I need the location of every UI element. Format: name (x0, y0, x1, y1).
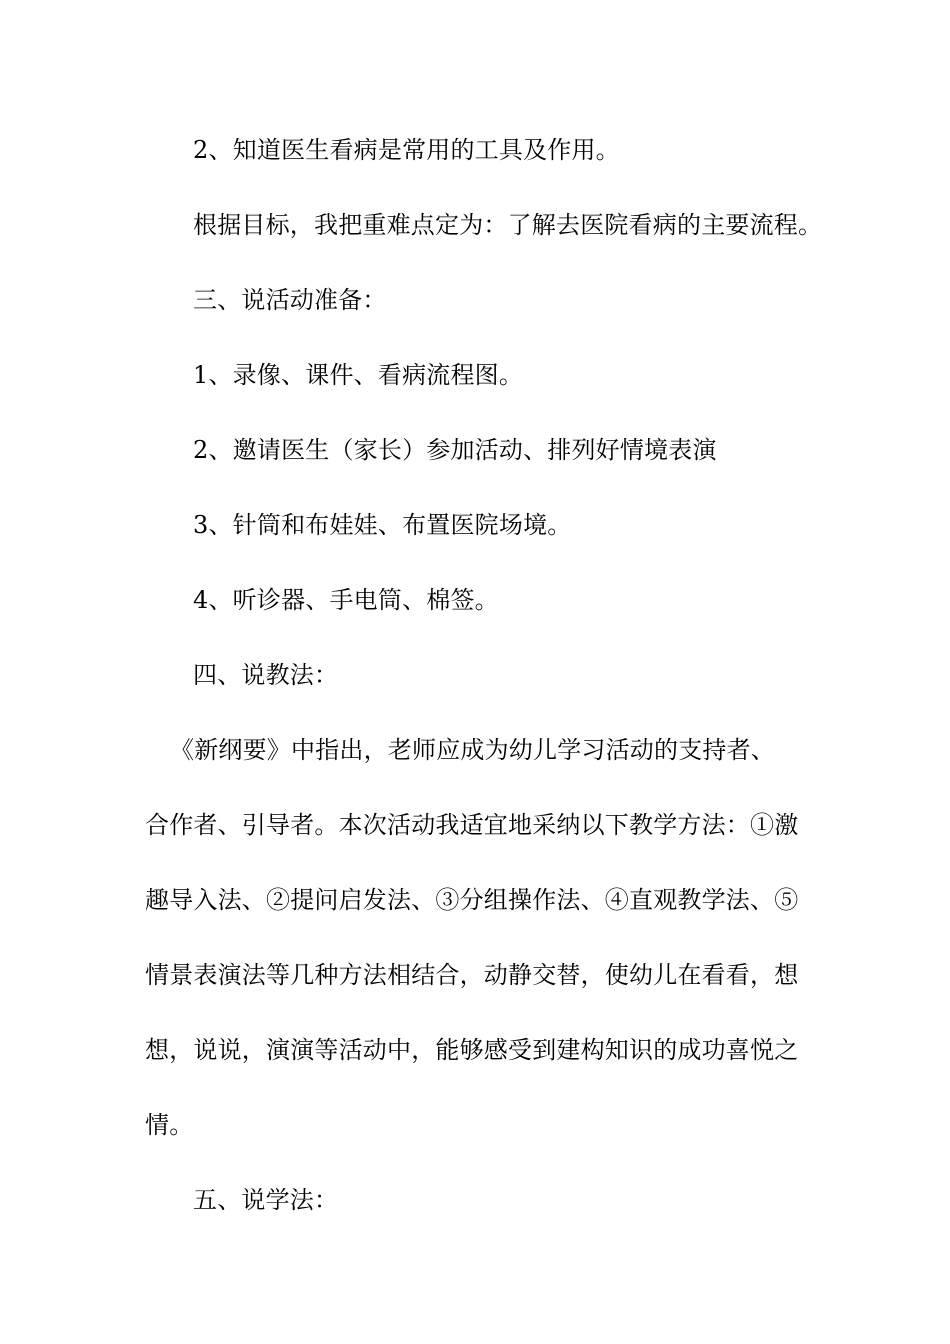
paragraph-line: 趣导入法、②提问启发法、③分组操作法、④直观教学法、⑤ (145, 886, 799, 914)
paragraph-line: 情。 (145, 1111, 194, 1139)
section-heading-preparation: 三、说活动准备： (193, 286, 387, 314)
paragraph-line: 《新纲要》中指出，老师应成为幼儿学习活动的支持者、 (170, 736, 775, 764)
paragraph-line: 情景表演法等几种方法相结合，动静交替，使幼儿在看看，想 (145, 961, 799, 989)
preparation-item-2: 2、邀请医生（家长）参加活动、排列好情境表演 (193, 436, 717, 464)
key-points-text: 根据目标，我把重难点定为：了解去医院看病的主要流程。 (193, 211, 823, 239)
paragraph-line: 合作者、引导者。本次活动我适宜地采纳以下教学方法：①激 (145, 811, 799, 839)
preparation-item-1: 1、录像、课件、看病流程图。 (193, 361, 524, 389)
paragraph-line: 想，说说，演演等活动中，能够感受到建构知识的成功喜悦之 (145, 1036, 799, 1064)
goal-item-2: 2、知道医生看病是常用的工具及作用。 (193, 136, 620, 164)
preparation-item-4: 4、听诊器、手电筒、棉签。 (193, 586, 499, 614)
preparation-item-3: 3、针筒和布娃娃、布置医院场境。 (193, 511, 572, 539)
section-heading-teaching-methods: 四、说教法： (193, 661, 339, 689)
section-heading-learning-methods: 五、说学法： (193, 1186, 339, 1214)
